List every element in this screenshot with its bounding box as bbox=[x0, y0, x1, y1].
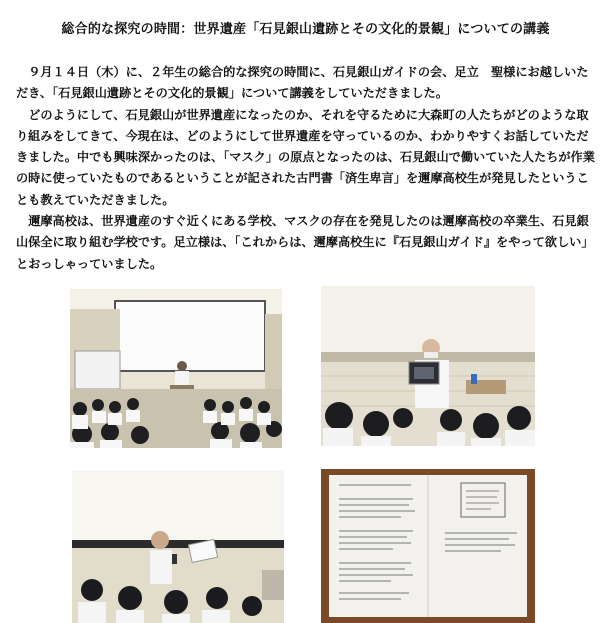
paragraph-3: 邇摩高校は、世界遺産のすぐ近くにある学校、マスクの存在を発見したのは邇摩高校の卒業生、石見銀山保全に取り組む学校です。足立様は、「これからは、邇摩高校生に『石見銀山ガイド』をやって欲しい」とおっしゃっていました。 bbox=[16, 214, 594, 271]
paragraph-1: ９月１４日（木）に、２年生の総合的な探究の時間に、石見銀山ガイドの会、足立 聖様にお越しいただき、「石見銀山遺跡とその文化的景観」について講義をしていただきました。 bbox=[16, 65, 589, 101]
page-title: 総合的な探究の時間：世界遺産「石見銀山遺跡とその文化的景観」についての講義 bbox=[61, 22, 550, 37]
lecture-wide-photo bbox=[70, 289, 282, 448]
lecturer-holding-picture-photo bbox=[321, 286, 535, 446]
handout-sheet-photo bbox=[321, 469, 535, 623]
paragraph-2: どのようにして、石見銀山が世界遺産になったのか、それを守るために大森町の人たちがどのような取り組みをしてきて、今現在は、どのようにして世界遺産を守っているのか、わかりやすくお話していただきました。中でも興味深かったのは、「マスク」の原点となったのは、石見銀山で働いていた人たちが作業の時に使っていたものであるということが記された古門書「済生卑言」を邇摩高校生が発見したということも教えていただきました。 bbox=[16, 107, 595, 207]
lecturer-with-microphone-photo bbox=[72, 470, 284, 623]
article-body bbox=[16, 62, 600, 275]
